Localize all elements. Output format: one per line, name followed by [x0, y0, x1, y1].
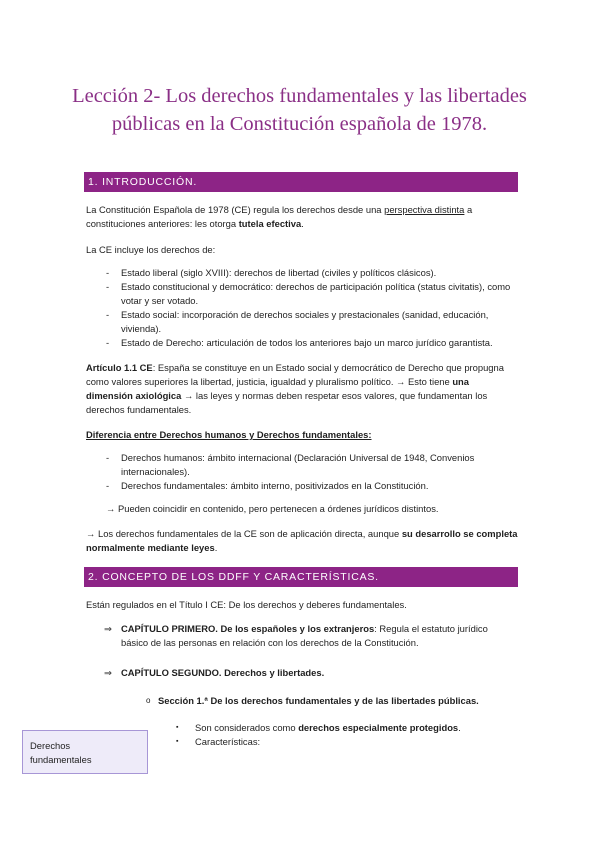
- section-heading-concepto: 2. CONCEPTO DE LOS DDFF Y CARACTERÍSTICAS.: [84, 567, 518, 587]
- page-title: Lección 2- Los derechos fundamentales y las libertades públicas en la Constitución española de 1978.: [72, 85, 527, 135]
- difference-heading: Diferencia entre Derechos humanos y Derechos fundamentales:: [86, 429, 372, 440]
- arrow-note: → Pueden coincidir en contenido, pero pertenecen a órdenes jurídicos distintos.: [106, 503, 439, 514]
- margin-note-line: Derechos: [30, 740, 71, 751]
- section-heading-introduccion: 1. INTRODUCCIÓN.: [84, 172, 518, 192]
- intro-paragraph: La Constitución Española de 1978 (CE) regula los derechos desde una perspectiva distinta a constituciones anteriores: les otorga tutela efectiva.: [86, 204, 473, 229]
- final-paragraph: → Los derechos fundamentales de la CE son de aplicación directa, aunque su desarrollo se completa normalmente mediante leyes.: [86, 528, 518, 553]
- titulo-paragraph: Están regulados en el Título I CE: De los derechos y deberes fundamentales.: [86, 599, 407, 610]
- ce-includes-paragraph: La CE incluye los derechos de:: [86, 244, 216, 255]
- margin-note-box: [22, 730, 148, 774]
- article-paragraph: Artículo 1.1 CE: España se constituye en un Estado social y democrático de Derecho que propugna como valores superiores la libertad, justicia, igualdad y pluralismo político. → Esto tiene una dimensión axiológica → las leyes y normas deben respetar esos valores, que fundamentan los derechos fundamentales.: [86, 362, 504, 415]
- margin-note-line: fundamentales: [30, 754, 92, 765]
